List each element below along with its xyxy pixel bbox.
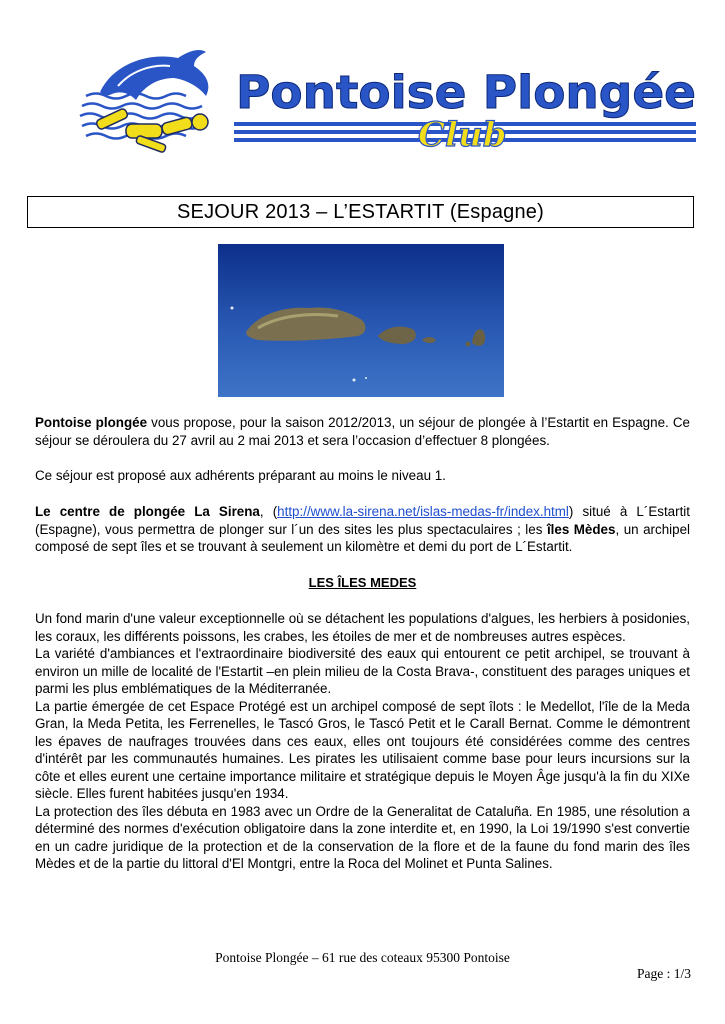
section-paragraph-3: La partie émergée de cet Espace Protégé est un archipel composé de sept îlots : le Medellot, l'île de la Meda Gran, la Meda Petita, les Ferrenelles, le Tascó Gros, le Tascó Petit et le Carall Bernat. Comme le démontrent les épaves de naufrages trouvées dans ces eaux, elles ont toujours été considérées comme des centres d'intérêt par les communautés humaines. Les pirates les utilisaient comme base pour leurs incursions sur la côte et elles eurent une certaine importance militaire et stratégique depuis le Moyen Âge jusqu'à la fin du XIXe siècle. Elles furent habitées jusqu'en 1934. bbox=[35, 698, 690, 801]
centre-text-2: , un archipel composé de sept îles et se trouvant à seulement un kilomètre et demi du port de L´Estartit. bbox=[35, 521, 690, 554]
logo-subtitle: Club bbox=[418, 115, 507, 155]
centre-paragraph bbox=[35, 503, 690, 556]
page-footer: Pontoise Plongée – 61 rue des coteaux 95300 Pontoise bbox=[215, 950, 510, 965]
document-title: SEJOUR 2013 – L’ESTARTIT (Espagne) bbox=[177, 200, 544, 223]
centre-link[interactable]: http://www.la-sirena.net/islas-medas-fr/index.html bbox=[277, 504, 569, 519]
centre-text-1: ) situé à L´Estartit (Espagne), vous permettra de plonger sur l´un des sites les plus spectaculaires ; les bbox=[35, 504, 690, 537]
dolphin-icon bbox=[100, 50, 208, 100]
intro-text: vous propose, pour la saison 2012/2013, un séjour de plongée à l’Estartit en Espagne. Ce séjour se déroulera du 27 avril au 2 mai 2013 et sera l’occasion d’effectuer 8 plongées. bbox=[35, 415, 690, 448]
section-title: LES ÎLES MEDES bbox=[308, 575, 417, 590]
section-paragraph-2: La variété d'ambiances et l'extraordinaire biodiversité des eaux qui entourent ce petit archipel, se trouvant à environ un mille de localité de l'Estartit –en plein milieu de la Costa Brava-, constituent des parages uniques et parmi les plus emblématiques de la Méditerranée. bbox=[35, 646, 690, 696]
club-logo bbox=[78, 44, 700, 164]
islands-photo bbox=[218, 244, 504, 397]
intro-paragraph bbox=[35, 414, 690, 449]
logo-title: Pontoise Plongée bbox=[236, 66, 696, 119]
eligibility-paragraph bbox=[35, 467, 690, 485]
section-paragraph-1: Un fond marin d'une valeur exceptionnelle où se détachent les populations d'algues, les herbiers à posidonies, les coraux, les différents poissons, les crabes, les étoiles de mer et de nombreuses autres espèces. bbox=[35, 611, 690, 644]
diver-icon bbox=[95, 108, 208, 153]
section-body bbox=[35, 610, 690, 873]
page-number: Page : 1/3 bbox=[637, 966, 691, 981]
centre-islands: îles Mèdes bbox=[546, 521, 616, 537]
document-title-box bbox=[27, 196, 694, 228]
intro-brand: Pontoise plongée bbox=[35, 415, 148, 430]
eligibility-text: Ce séjour est proposé aux adhérents préparant au moins le niveau 1. bbox=[35, 468, 446, 483]
centre-name: Le centre de plongée La Sirena bbox=[35, 504, 260, 519]
section-paragraph-4: La protection des îles débuta en 1983 avec un Ordre de la Generalitat de Cataluña. En 1985, une résolution a déterminé des normes d'exécution obligatoire dans la zone interdite et, en 1990, la Loi 19/1990 s'est convertie en un cadre juridique de la protection et de la conservation de la flore et de la faune du fond marin des îles Mèdes et de la partie du littoral d'El Montgri, entre la Roca del Molinet et Punta Salines. bbox=[35, 803, 690, 871]
centre-sep: , ( bbox=[259, 504, 278, 519]
